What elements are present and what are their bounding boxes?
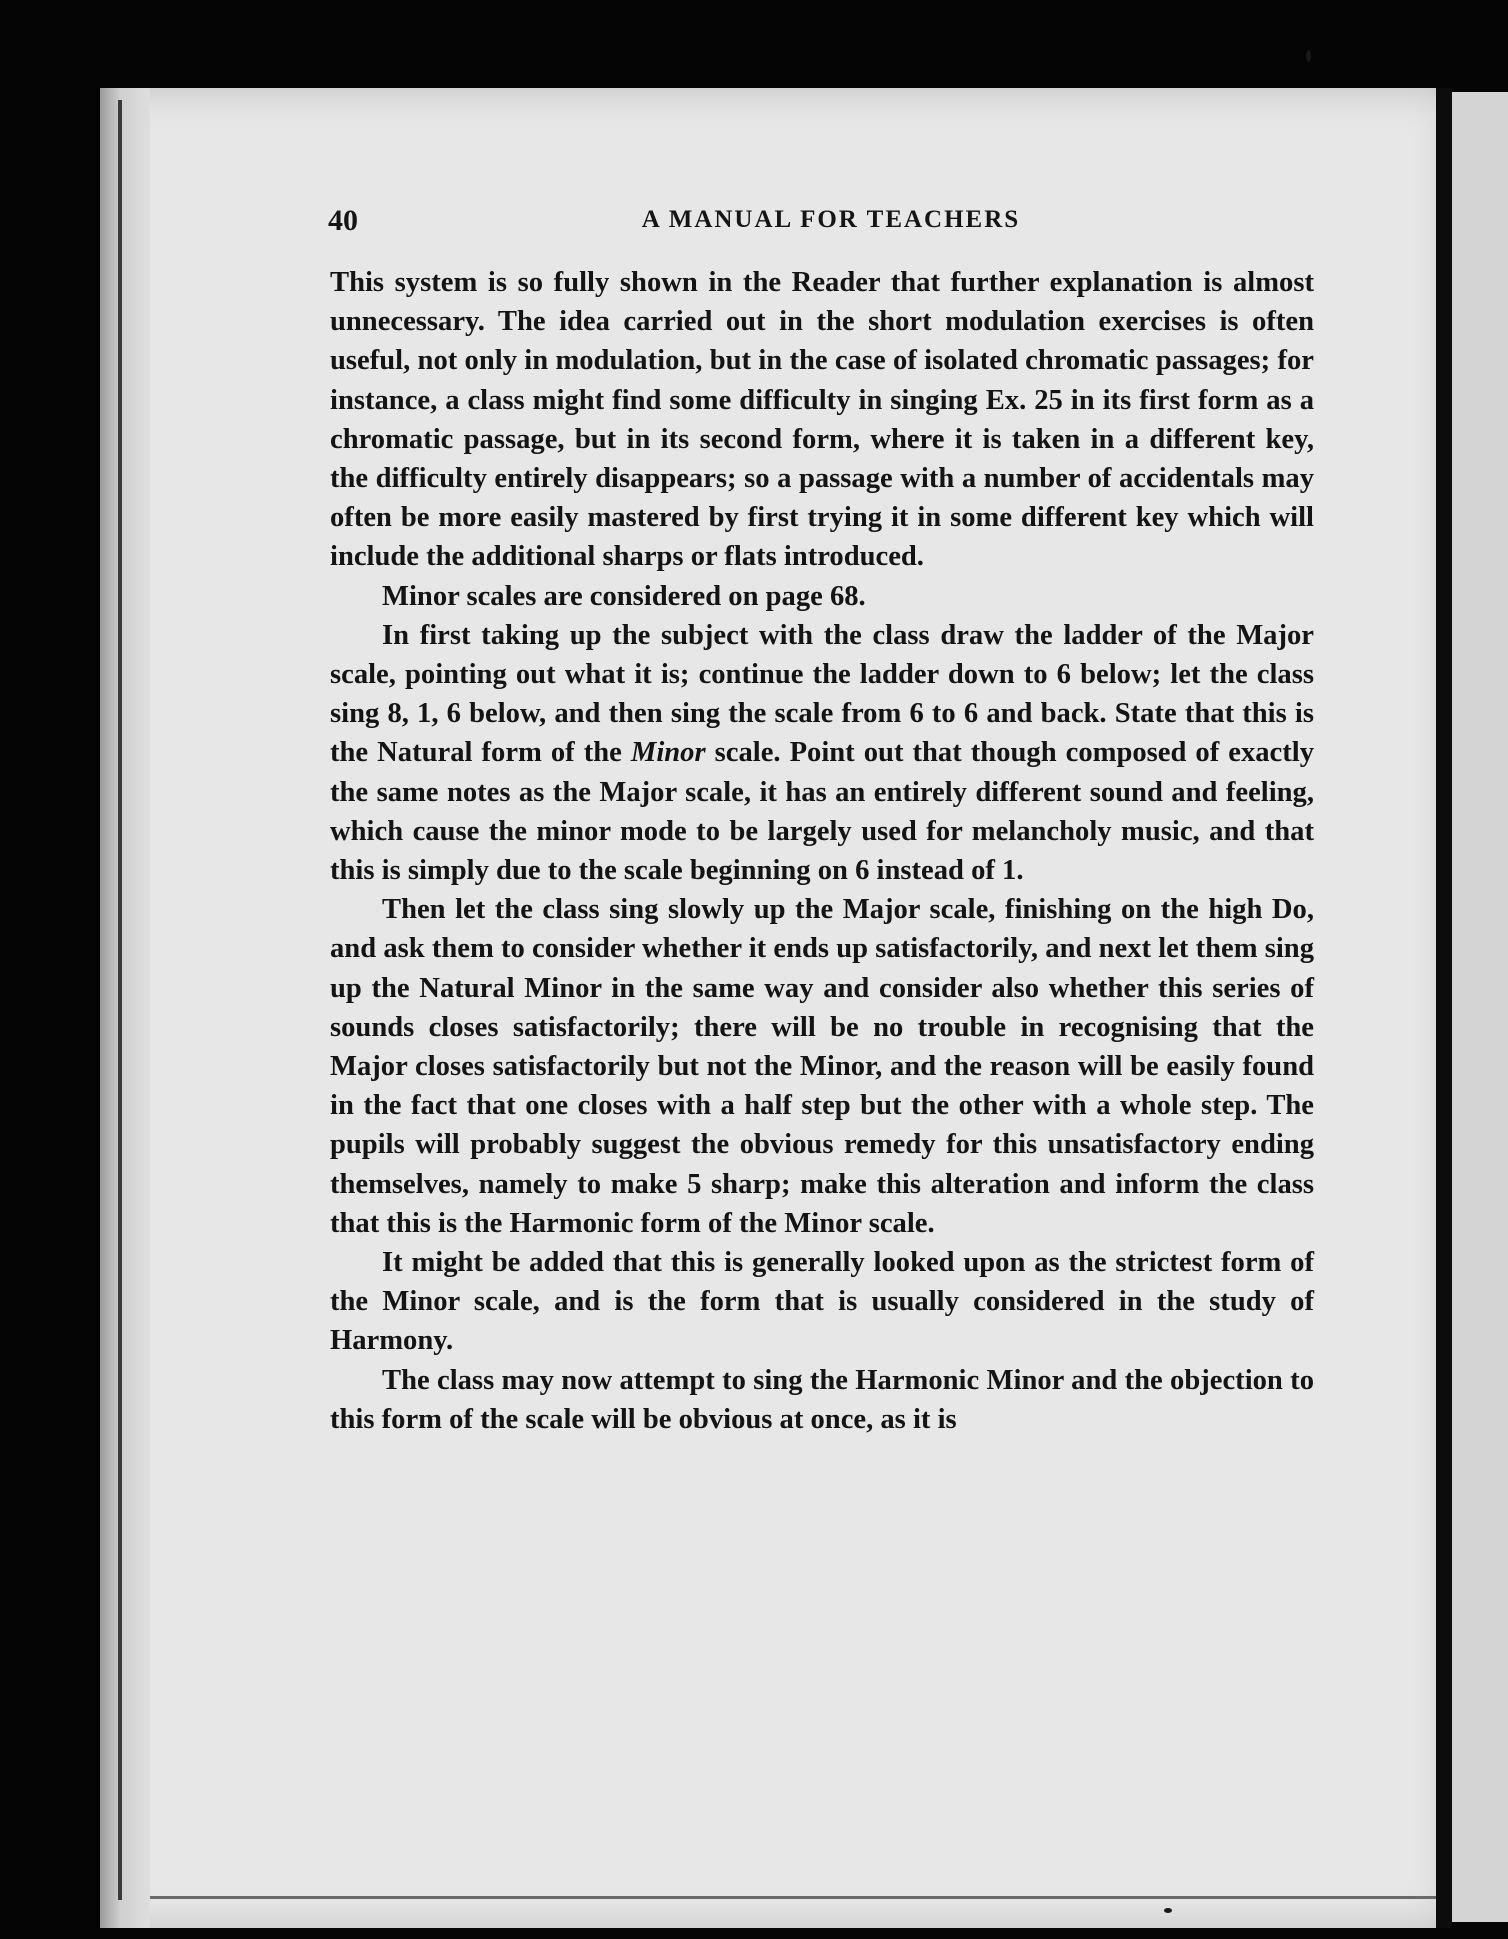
page-right-edge-shadow [1436, 88, 1452, 1928]
paragraph [330, 616, 1314, 890]
paragraph [330, 1361, 1314, 1439]
page-number: 40 [328, 204, 358, 237]
body-text [330, 263, 1314, 1439]
binding-edge-line [118, 100, 122, 1900]
page-header-title: A MANUAL FOR TEACHERS [641, 206, 1021, 233]
paragraph [330, 890, 1314, 1243]
running-head [328, 204, 1334, 248]
paragraph-text: Minor scales are considered on page 68. [382, 580, 866, 612]
page-binding-gutter [100, 88, 150, 1928]
adjacent-page-sliver [1452, 92, 1508, 1922]
paragraph-text: Then let the class sing slowly up the Major scale, finishing on the high Do, and ask them to consider whether it ends up satisfactorily, and next let them sing up the Natural Minor in the same way and consider also whether this series of sounds closes satisfactorily; there will be no trouble in recognising that the Major closes satisfactorily but not the Minor, and the reason will be easily found in the fact that one closes with a half step but the other with a whole step. The pupils will probably suggest the obvious remedy for this unsatisfactory ending themselves, namely to make 5 sharp; make this alteration and inform the class that this is the Harmonic form of the Minor scale. [330, 894, 1314, 1239]
paragraph [330, 1243, 1314, 1361]
italic-term: Minor [630, 737, 706, 769]
scan-speck [1164, 1908, 1172, 1913]
paragraph-text: In first taking up the subject with the class draw the ladder of the Major scale, pointing out what it is; continue the ladder down to 6 below; let the class sing 8, 1, 6 below, and then sing the scale from 6 to 6 and back. State that this is the Natural form of the [330, 619, 1314, 769]
page-bottom-edge [150, 1896, 1440, 1899]
scan-speck [1306, 50, 1311, 62]
paragraph-text: This system is so fully shown in the Reader that further explanation is almost unnecessary. The idea carried out in the short modulation exercises is often useful, not only in modulation, but in the case of isolated chromatic passages; for instance, a class might find some difficulty in singing Ex. 25 in its first form as a chromatic passage, but in its second form, where it is taken in a different key, the difficulty entirely disappears; so a passage with a number of accidentals may often be more easily mastered by first trying it in some different key which will include the additional sharps or flats introduced. [330, 267, 1314, 573]
paragraph-text: The class may now attempt to sing the Harmonic Minor and the objection to this form of the scale will be obvious at once, as it is [330, 1364, 1314, 1435]
paragraph [330, 263, 1314, 577]
paragraph-text-continued: scale. Point out that though composed of exactly the same notes as the Major scale, it has an entirely different sound and feeling, which cause the minor mode to be largely used for melancholy music, and that this is simply due to the scale beginning on 6 instead of 1. [330, 737, 1315, 887]
paragraph [330, 577, 1314, 616]
paragraph-text: It might be added that this is generally looked upon as the strictest form of the Minor scale, and is the form that is usually considered in the study of Harmony. [330, 1247, 1314, 1357]
